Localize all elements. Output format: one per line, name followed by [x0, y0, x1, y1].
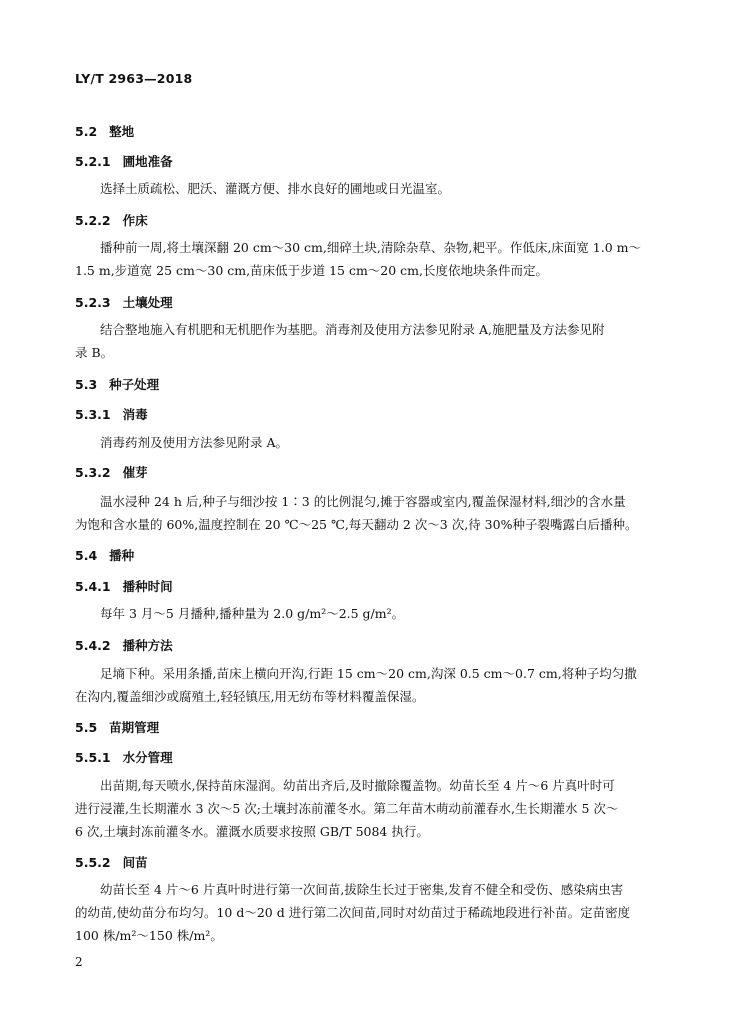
section-number: 5.4: [75, 548, 98, 563]
paragraph: [75, 431, 641, 454]
section-title: 作床: [122, 213, 148, 228]
paragraph-line: 消毒药剂及使用方法参见附录 A。: [100, 435, 289, 450]
paragraph-line: 足墒下种。采用条播,苗床上横向开沟,行距 15 cm～20 cm,沟深 0.5 cm～0.7 cm,将种子均匀撒: [100, 666, 637, 681]
paragraph-line: 6 次,土壤封冻前灌冬水。灌溉水质要求按照 GB/T 5084 执行。: [75, 824, 429, 839]
paragraph: [75, 662, 641, 708]
paragraph-line: 在沟内,覆盖细沙或腐殖土,轻轻镇压,用无纺布等材料覆盖保湿。: [75, 689, 425, 704]
section-title: 土壤处理: [122, 295, 173, 310]
section-number: 5.3.2: [75, 465, 111, 480]
paragraph: [75, 878, 641, 947]
section-number: 5.4.2: [75, 638, 111, 653]
section-heading: [75, 546, 134, 564]
section-title: 苗期管理: [109, 720, 160, 735]
paragraph-line: 温水浸种 24 h 后,种子与细沙按 1∶3 的比例混匀,摊于容器或室内,覆盖保湿材料,细沙的含水量: [100, 494, 626, 509]
paragraph: [75, 774, 641, 843]
paragraph-line: 播种前一周,将土壤深翻 20 cm～30 cm,细碎土块,清除杂草、杂物,耙平。作低床,床面宽 1.0 m～: [100, 240, 641, 255]
section-heading: [75, 293, 173, 311]
section-heading: [75, 152, 173, 170]
section-heading: [75, 211, 148, 229]
section-title: 消毒: [122, 407, 148, 422]
section-number: 5.2: [75, 124, 98, 139]
section-heading: [75, 577, 173, 595]
section-number: 5.2.2: [75, 213, 111, 228]
paragraph-line: 录 B。: [75, 345, 114, 360]
section-title: 间苗: [122, 855, 148, 870]
section-heading: [75, 748, 173, 766]
section-heading: [75, 636, 173, 654]
section-heading: [75, 718, 159, 736]
section-title: 整地: [109, 124, 135, 139]
paragraph-line: 结合整地施入有机肥和无机肥作为基肥。消毒剂及使用方法参见附录 A,施肥量及方法参见附: [100, 322, 605, 337]
paragraph-line: 进行浸灌,生长期灌水 3 次～5 次;土壤封冻前灌冬水。第二年苗木萌动前灌春水,生长期灌水 5 次～: [75, 801, 619, 816]
section-title: 播种方法: [122, 638, 173, 653]
paragraph-line: 为饱和含水量的 60%,温度控制在 20 ℃～25 ℃,每天翻动 2 次～3 次,待 30%种子裂嘴露白后播种。: [75, 517, 638, 532]
paragraph-line: 100 株/m²～150 株/m²。: [75, 928, 223, 943]
paragraph-line: 出苗期,每天喷水,保持苗床湿润。幼苗出齐后,及时撤除覆盖物。幼苗长至 4 片～6 片真叶时可: [100, 778, 615, 793]
section-number: 5.5.1: [75, 750, 111, 765]
section-number: 5.2.1: [75, 154, 111, 169]
paragraph-line: 的幼苗,使幼苗分布均匀。10 d～20 d 进行第二次间苗,同时对幼苗过于稀疏地段进行补苗。定苗密度: [75, 905, 631, 920]
section-number: 5.3: [75, 377, 98, 392]
section-number: 5.3.1: [75, 407, 111, 422]
paragraph: [75, 490, 641, 536]
section-title: 播种: [109, 548, 135, 563]
standard-number: LY/T 2963—2018: [75, 71, 193, 86]
section-title: 播种时间: [122, 579, 173, 594]
page-number: 2: [75, 955, 83, 969]
section-heading: [75, 122, 134, 140]
paragraph-line: 选择土质疏松、肥沃、灌溉方便、排水良好的圃地或日光温室。: [100, 181, 451, 196]
section-heading: [75, 853, 148, 871]
paragraph-line: 1.5 m,步道宽 25 cm～30 cm,苗床低于步道 15 cm～20 cm,长度依地块条件而定。: [75, 263, 549, 278]
section-heading: [75, 375, 159, 393]
section-heading: [75, 463, 148, 481]
section-title: 圃地准备: [122, 154, 173, 169]
paragraph: [75, 318, 641, 364]
paragraph: [75, 602, 641, 625]
section-number: 5.5.2: [75, 855, 111, 870]
section-title: 水分管理: [122, 750, 173, 765]
paragraph: [75, 177, 641, 200]
section-title: 催芽: [122, 465, 148, 480]
paragraph-line: 每年 3 月～5 月播种,播种量为 2.0 g/m²～2.5 g/m²。: [100, 606, 405, 621]
section-number: 5.2.3: [75, 295, 111, 310]
paragraph: [75, 236, 641, 282]
section-title: 种子处理: [109, 377, 160, 392]
section-number: 5.5: [75, 720, 98, 735]
section-number: 5.4.1: [75, 579, 111, 594]
section-heading: [75, 405, 148, 423]
paragraph-line: 幼苗长至 4 片～6 片真叶时进行第一次间苗,拔除生长过于密集,发育不健全和受伤、感染病虫害: [100, 882, 624, 897]
